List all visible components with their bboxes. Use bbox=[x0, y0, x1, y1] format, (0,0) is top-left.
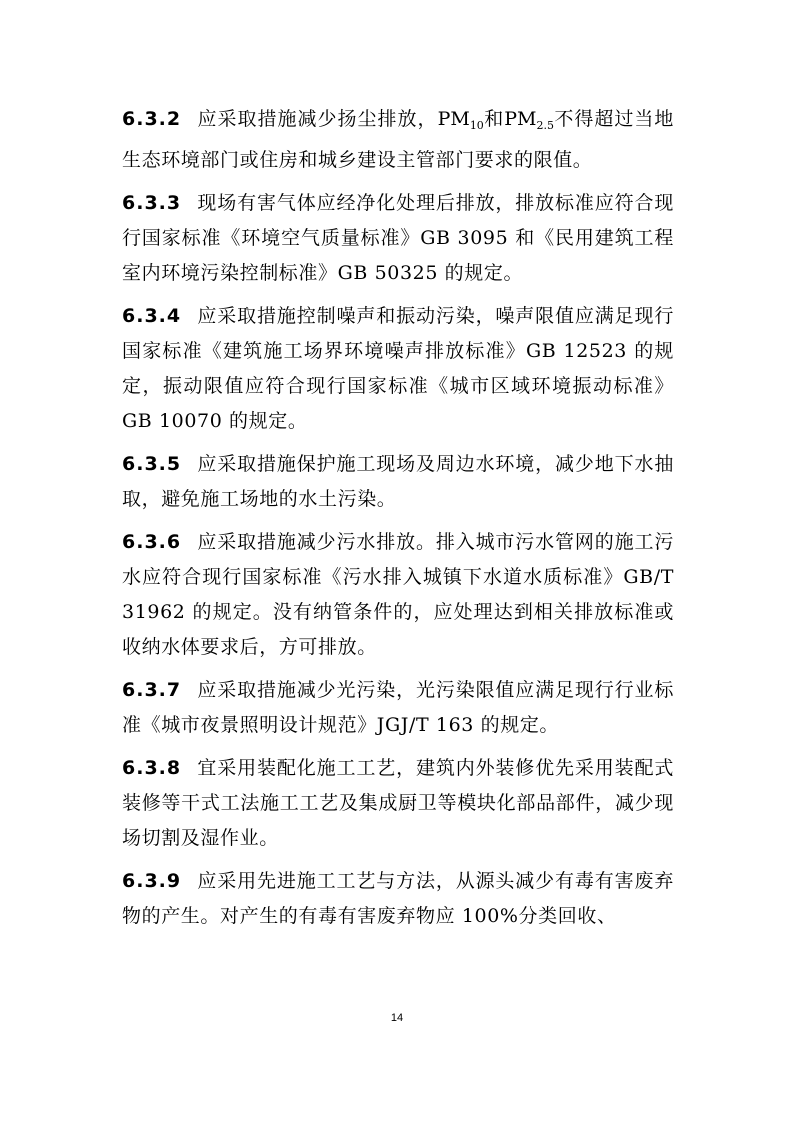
clause-text: 应采取措施减少扬尘排放， bbox=[197, 108, 438, 130]
clause-text: 不得超过当地生态环境部门或住房和城乡建设主管部门要求的限值。 bbox=[122, 108, 675, 171]
pm-subscript: 10 bbox=[469, 119, 484, 132]
clause-text: 应采取措施控制噪声和振动污染，噪声限值应满足现行国家标准《建筑施工场界环境噪声排放标准》GB 12523 的规定，振动限值应符合现行国家标准《城市区域环境振动标准》GB 10070 的规定。 bbox=[122, 305, 674, 432]
clause-6-3-2 bbox=[122, 102, 674, 178]
clause-number: 6.3.7 bbox=[122, 679, 182, 701]
clause-text: 宜采用装配化施工工艺，建筑内外装修优先采用装配式装修等干式工法施工工艺及集成厨卫等模块化部品部件，减少现场切割及湿作业。 bbox=[122, 757, 674, 849]
document-body bbox=[122, 102, 674, 942]
clause-number: 6.3.5 bbox=[122, 453, 182, 475]
pm-label: PM bbox=[437, 108, 470, 130]
clause-6-3-8 bbox=[122, 751, 674, 856]
clause-6-3-4 bbox=[122, 299, 674, 439]
clause-number: 6.3.6 bbox=[122, 531, 182, 553]
clause-number: 6.3.9 bbox=[122, 870, 182, 892]
clause-text: 和 bbox=[483, 108, 505, 130]
clause-number: 6.3.3 bbox=[122, 192, 182, 214]
clause-6-3-3 bbox=[122, 186, 674, 291]
clause-number: 6.3.4 bbox=[122, 305, 182, 327]
clause-text: 应采取措施保护施工现场及周边水环境，减少地下水抽取，避免施工场地的水土污染。 bbox=[122, 453, 674, 510]
clause-text: 现场有害气体应经净化处理后排放，排放标准应符合现行国家标准《环境空气质量标准》GB 3095 和《民用建筑工程室内环境污染控制标准》GB 50325 的规定。 bbox=[122, 192, 674, 284]
clause-text: 应采取措施减少光污染，光污染限值应满足现行行业标准《城市夜景照明设计规范》JGJ/T 163 的规定。 bbox=[122, 679, 674, 736]
pm-subscript: 2.5 bbox=[536, 119, 554, 132]
clause-6-3-6 bbox=[122, 525, 674, 665]
clause-6-3-7 bbox=[122, 673, 674, 743]
pm-label: PM bbox=[504, 108, 537, 130]
clause-number: 6.3.2 bbox=[122, 108, 182, 130]
clause-6-3-9 bbox=[122, 864, 674, 934]
page-number: 14 bbox=[390, 1012, 404, 1024]
clause-6-3-5 bbox=[122, 447, 674, 517]
clause-text: 应采取措施减少污水排放。排入城市污水管网的施工污水应符合现行国家标准《污水排入城镇下水道水质标准》GB/T 31962 的规定。没有纳管条件的，应处理达到相关排放标准或收纳水体要求后，方可排放。 bbox=[122, 531, 674, 658]
clause-text: 应采用先进施工工艺与方法，从源头减少有毒有害废弃物的产生。对产生的有毒有害废弃物应 100%分类回收、 bbox=[122, 870, 674, 927]
clause-number: 6.3.8 bbox=[122, 757, 182, 779]
